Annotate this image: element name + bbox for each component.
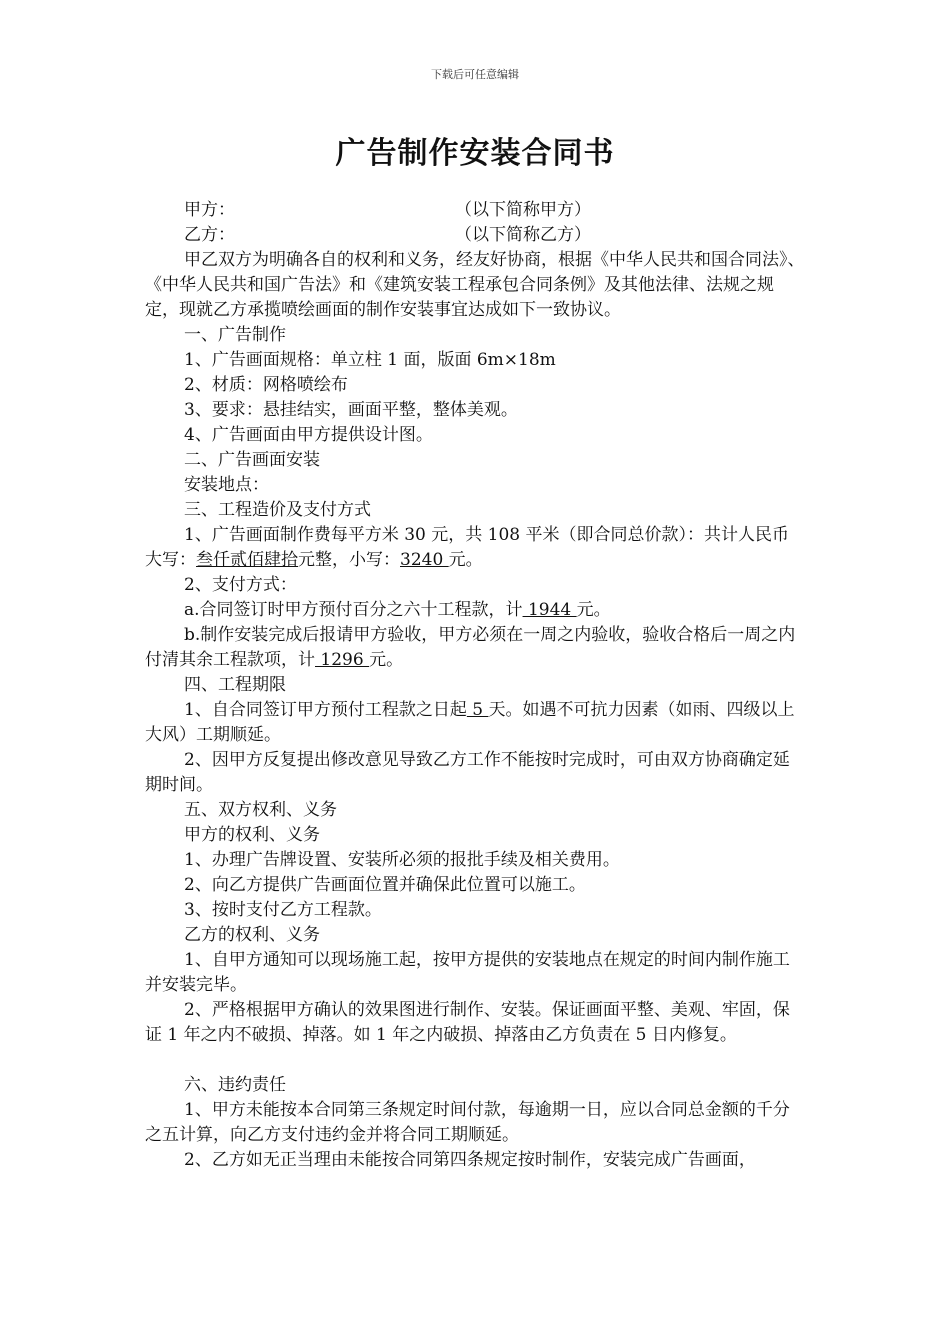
payment-method-heading: 2、支付方式：	[184, 575, 297, 595]
party-b-line	[145, 223, 805, 248]
fee-text-3: 元。	[448, 550, 483, 570]
payment-b-amount: 1296	[315, 650, 370, 670]
term-text-2: 天。如遇不可抗力因素（如雨、四级以上大风）工期顺延。	[145, 700, 795, 745]
section-1-item: 3、要求：悬挂结实，画面平整，整体美观。	[184, 400, 518, 420]
term-days: 5	[466, 700, 489, 720]
contract-body	[145, 198, 805, 1173]
party-a-duty: 2、向乙方提供广告画面位置并确保此位置可以施工。	[184, 875, 586, 895]
section-4-item-1	[145, 698, 805, 748]
payment-b	[145, 623, 805, 673]
section-4-item-2: 2、因甲方反复提出修改意见导致乙方工作不能按时完成时，可由双方协商确定延期时间。	[145, 750, 790, 795]
amount-in-words: 叁仟贰佰肆拾	[196, 550, 298, 570]
install-location: 安装地点：	[184, 475, 269, 495]
amount-in-figures: 3240	[400, 550, 449, 570]
party-a-duty: 1、办理广告牌设置、安装所必须的报批手续及相关费用。	[184, 850, 620, 870]
term-text: 1、自合同签订甲方预付工程款之日起	[184, 700, 467, 720]
section-2-heading: 二、广告画面安装	[184, 450, 320, 470]
payment-b-unit: 元。	[369, 650, 404, 670]
payment-a-unit: 元。	[576, 600, 611, 620]
payment-a	[145, 598, 805, 623]
section-6-item: 2、乙方如无正当理由未能按合同第四条规定按时制作，安装完成广告画面，	[184, 1150, 756, 1170]
section-6-item: 1、甲方未能按本合同第三条规定时间付款，每逾期一日，应以合同总金额的千分之五计算，向乙方支付违约金并将合同工期顺延。	[145, 1100, 790, 1145]
section-3-heading: 三、工程造价及支付方式	[184, 500, 371, 520]
payment-b-text: b.制作安装完成后报请甲方验收，甲方必须在一周之内验收，验收合格后一周之内付清其余工程款项，计	[145, 625, 796, 670]
page-title: 广告制作安装合同书	[335, 136, 615, 171]
party-b-note: （以下简称乙方）	[455, 225, 591, 245]
section-1-item: 1、广告画面规格：单立柱 1 面，版面 6m×18m	[184, 350, 556, 370]
section-6-heading: 六、违约责任	[184, 1075, 286, 1095]
blank-line	[145, 1048, 805, 1073]
party-b-duty: 2、严格根据甲方确认的效果图进行制作、安装。保证画面平整、美观、牢固，保证 1 年之内不破损、掉落。如 1 年之内破损、掉落由乙方负责在 5 日内修复。	[145, 1000, 790, 1045]
section-1-heading: 一、广告制作	[184, 325, 286, 345]
payment-a-text: a.合同签订时甲方预付百分之六十工程款，计	[184, 600, 523, 620]
fee-text: 1、广告画面制作费每平方米 30 元，共 108 平米（即合同总价款）：共计人民币大写：	[145, 525, 790, 570]
party-b-label: 乙方：	[184, 225, 235, 245]
section-1-item: 2、材质：网格喷绘布	[184, 375, 348, 395]
intro-paragraph: 甲乙双方为明确各自的权利和义务，经友好协商，根据《中华人民共和国合同法》、《中华人民共和国广告法》和《建筑安装工程承包合同条例》及其他法律、法规之规定，现就乙方承揽喷绘画面的制作安装事宜达成如下一致协议。	[145, 250, 805, 320]
party-b-duty: 1、自甲方通知可以现场施工起，按甲方提供的安装地点在规定的时间内制作施工并安装完毕。	[145, 950, 790, 995]
section-5-heading: 五、双方权利、义务	[184, 800, 337, 820]
section-4-heading: 四、工程期限	[184, 675, 286, 695]
party-a-label: 甲方：	[184, 200, 235, 220]
header-note: 下载后可任意编辑	[431, 68, 519, 81]
party-a-duty: 3、按时支付乙方工程款。	[184, 900, 382, 920]
section-1-item: 4、广告画面由甲方提供设计图。	[184, 425, 433, 445]
payment-a-amount: 1944	[522, 600, 577, 620]
fee-text-2: 元整，小写：	[298, 550, 400, 570]
party-a-note: （以下简称甲方）	[455, 200, 591, 220]
party-b-duties-heading: 乙方的权利、义务	[184, 925, 320, 945]
party-a-duties-heading: 甲方的权利、义务	[184, 825, 320, 845]
section-3-item-1	[145, 523, 805, 573]
party-a-line	[145, 198, 805, 223]
